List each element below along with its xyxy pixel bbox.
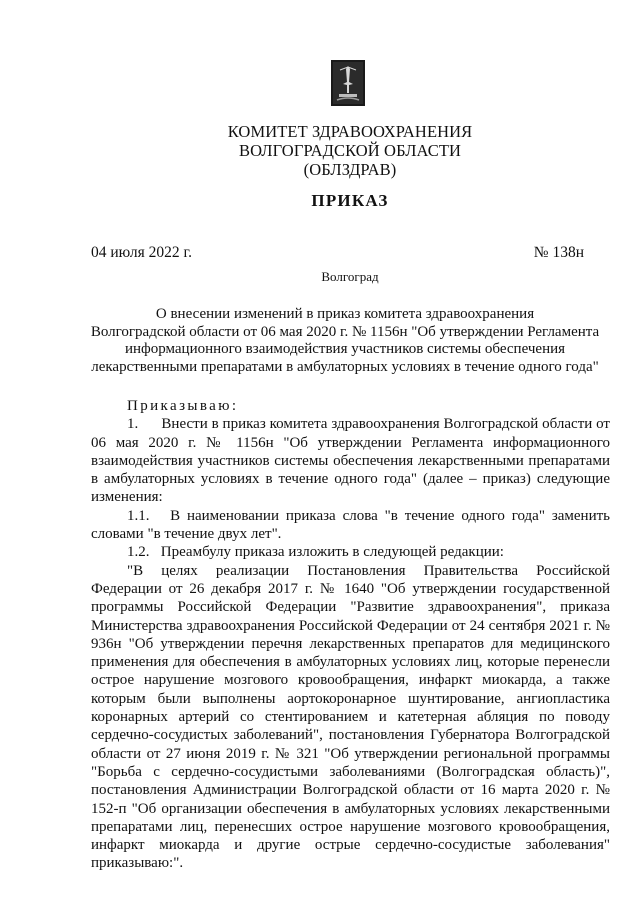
- preamble-quote: "В целях реализации Постановления Правительства Российской Федерации от 26 декабря 2017 г. № 1640 "Об утверждении государственной программы Российской Федерации "Развитие здравоохранения", приказа Министерства здравоохранения Российской Федерации от 24 сентября 2021 г. № 936н "Об утверждении перечня лекарственных препаратов для медицинского применения для обеспечения в амбулаторных условиях лиц, которые перенесли острое нарушение мозгового кровообращения, инфаркт миокарда, а также которым были выполнены аортокоронарное шунтирование, ангиопластика коронарных артерий со стентированием и катетерная абляция по поводу сердечно-сосудистых заболеваний", постановления Губернатора Волгоградской области от 27 июня 2019 г. № 321 "Об утверждении региональной программы "Борьба с сердечно-сосудистыми заболеваниями (Волгоградская область)", постановления Администрации Волгоградской области от 16 марта 2020 г. № 152-п "Об организации обеспечения в амбулаторных условиях лекарственными препаратами лиц, перенесших острое нарушение мозгового кровообращения, инфаркт миокарда и другие острые сердечно-сосудистые заболевания" приказываю:".: [91, 562, 610, 872]
- subject-line: информационного взаимодействия участников системы обеспечения: [124, 341, 566, 358]
- order-keyword: Приказываю:: [127, 398, 239, 414]
- clause-1: 1. Внести в приказ комитета здравоохранения Волгоградской области от 06 мая 2020 г. № 1156н "Об утверждении Регламента информационного взаимодействия участников системы обеспечения лекарственными препаратами в амбулаторных условиях в течение одного года" (далее – приказ) следующие изменения:: [91, 416, 610, 506]
- document-title: ПРИКАЗ: [311, 191, 389, 210]
- document-subject: [88, 306, 602, 376]
- subject-line: лекарственными препаратами в амбулаторных условиях в течение одного года": [91, 358, 599, 375]
- clause-1-1: 1.1. В наименовании приказа слова "в течение одного года" заменить словами "в течение двух лет".: [91, 507, 610, 543]
- document-number: № 138н: [533, 244, 584, 261]
- org-abbreviation: (ОБЛЗДРАВ): [303, 160, 397, 179]
- org-name-line1: КОМИТЕТ ЗДРАВООХРАНЕНИЯ: [227, 122, 473, 141]
- document-city: Волгоград: [321, 269, 379, 284]
- org-name-line2: ВОЛГОГРАДСКОЙ ОБЛАСТИ: [238, 141, 462, 160]
- subject-line: О внесении изменений в приказ комитета здравоохранения: [155, 306, 535, 322]
- document-body: [91, 397, 610, 873]
- volgograd-coat-of-arms-icon: [331, 60, 365, 106]
- document-date: 04 июля 2022 г.: [91, 244, 192, 261]
- subject-line: Волгоградской области от 06 мая 2020 г. № 1156н "Об утверждении Регламента: [90, 323, 600, 340]
- clause-1-2: 1.2. Преамбулу приказа изложить в следующей редакции:: [127, 544, 504, 561]
